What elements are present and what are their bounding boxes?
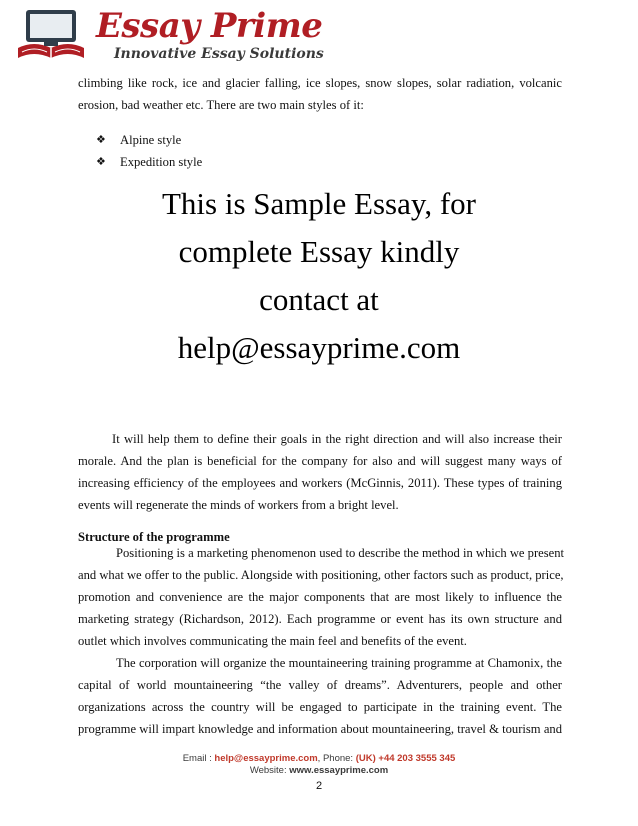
paragraph-climbing [78, 72, 562, 116]
text-line: morale. And the plan is beneficial for the company for also and will suggest many ways of [78, 454, 562, 468]
text-line: It will help them to define their goals in the right direction and will also increase their [112, 432, 562, 446]
text-line: Positioning is a marketing phenomenon used to describe the method in which we present [116, 546, 565, 560]
paragraph-chamonix [78, 652, 562, 740]
text-line: capital of world mountaineering “the valley of dreams”. Adventurers, people and other [78, 678, 562, 692]
paragraph-positioning [78, 542, 565, 652]
footer-email-label: Email : [182, 753, 215, 764]
footer-phone-label: , Phone: [317, 753, 356, 764]
book-computer-icon [14, 8, 88, 64]
page-footer [0, 753, 638, 777]
list-item-label: Alpine style [120, 133, 182, 147]
logo-brand: Essay Prime [96, 6, 323, 46]
text-line: organizations across the country will be engaged to participate in the training event. The [78, 700, 562, 714]
text-line: outlet which involves communicating the main feel and benefits of the event. [78, 634, 467, 648]
notice-line: contact at [259, 282, 379, 317]
list-item-label: Expedition style [120, 155, 203, 169]
list-item [96, 151, 202, 173]
text-line: climbing like rock, ice and glacier falling, ice slopes, snow slopes, solar radiation, volcanic [78, 76, 562, 90]
text-line: promotion and convenience are the major components that are most likely to influence the [78, 590, 562, 604]
footer-website-link[interactable]: www.essayprime.com [289, 765, 389, 776]
text-line: and what we offer to the public. Alongside with positioning, other factors such as product, price, [78, 568, 564, 582]
essayprime-logo [14, 6, 324, 66]
notice-email: help@essayprime.com [177, 330, 461, 365]
list-item [96, 129, 202, 151]
text-line: marketing strategy (Richardson, 2012). Each programme or event has its own structure and [78, 612, 562, 626]
sample-essay-notice [0, 180, 638, 372]
paragraph-goals [78, 428, 562, 516]
footer-website-line [0, 765, 638, 777]
text-line: The corporation will organize the mountaineering training programme at Chamonix, the [116, 656, 562, 670]
text-line: programme will impart knowledge and information about mountaineering, travel & tourism and [78, 722, 562, 736]
diamond-bullet-icon: ❖ [96, 156, 106, 168]
notice-line: This is Sample Essay, for [162, 186, 476, 221]
text-line: increasing efficiency of the employees and workers (McGinnis, 2011). These types of training [78, 476, 562, 490]
footer-phone: (UK) +44 203 3555 345 [355, 753, 456, 764]
diamond-bullet-icon: ❖ [96, 134, 106, 146]
text-line: erosion, bad weather etc. There are two main styles of it: [78, 98, 364, 112]
notice-line: complete Essay kindly [178, 234, 460, 269]
page-number: 2 [315, 780, 323, 792]
footer-email-link[interactable]: help@essayprime.com [214, 753, 318, 764]
footer-contact-line [0, 753, 638, 765]
section-heading: Structure of the programme [78, 530, 230, 544]
text-line: events will regenerate the minds of workers from a bright level. [78, 498, 399, 512]
logo-tagline: Innovative Essay Solutions [114, 46, 324, 62]
footer-website-label: Website: [249, 765, 290, 776]
styles-list [96, 129, 202, 173]
